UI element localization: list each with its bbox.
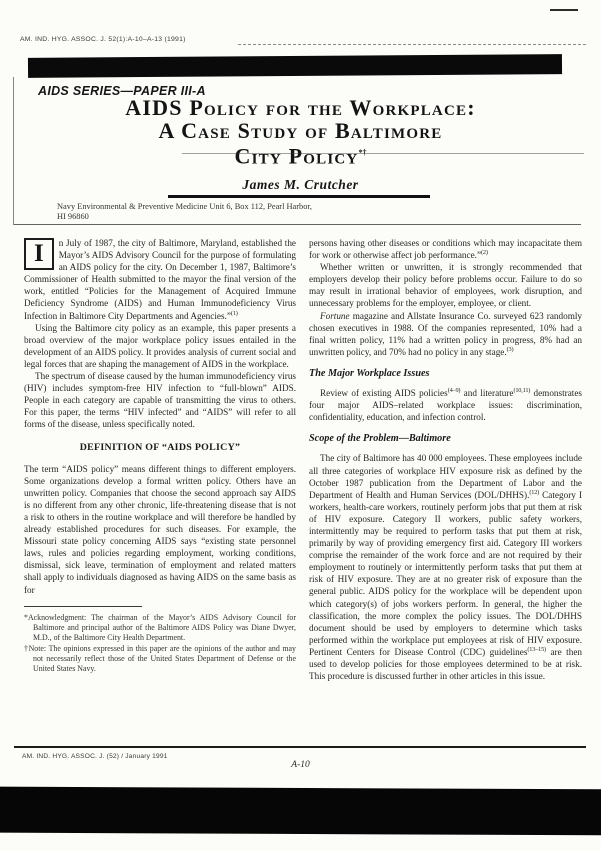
series-label: AIDS SERIES—PAPER III-A — [38, 84, 206, 98]
bottom-black-band — [0, 787, 601, 836]
right-column — [309, 237, 582, 682]
affiliation-line-2: HI 96860 — [57, 212, 89, 222]
drop-cap: I — [24, 238, 54, 270]
reference-mark: (1) — [230, 309, 238, 317]
journal-citation-top: AM. IND. HYG. ASSOC. J. 52(1):A-10–A-13 (1991) — [20, 36, 186, 43]
reference-mark: (4–9) — [447, 386, 461, 394]
scan-artifact-line — [238, 44, 586, 45]
reference-mark: (10,11) — [513, 386, 531, 394]
author-name: James M. Crutcher — [242, 177, 359, 192]
author-affiliation — [57, 202, 477, 223]
article-body — [24, 237, 582, 682]
title-line-1: AIDS Policy for the Workplace: — [125, 95, 476, 120]
title-line-2: A Case Study of Baltimore — [158, 117, 443, 143]
paragraph-intro: I n July of 1987, the city of Baltimore, Maryland, established the Mayor’s AIDS Advisory Council for the purpose of formulating an AIDS policy for the city. On December 1, 1987, Baltimore’s Commissioner of Health submitted to the mayor the final version of the work, entitled “Policies for the Management of Acquired Immune Deficiency Syndrome (AIDS) and Human Immunodeficiency Virus Infection in Baltimore City Departments and Agencies.”$^{(1)}$ — [24, 238, 296, 321]
author-underline-rule — [168, 195, 430, 198]
title-footnote-marks: *† — [358, 148, 367, 157]
article-title — [0, 97, 601, 168]
reference-mark: (2) — [481, 249, 488, 257]
title-line-3: City Policy*† — [234, 143, 367, 169]
top-black-band — [28, 54, 562, 78]
paragraph-spectrum: The spectrum of disease caused by the human immunodeficiency virus (HIV) includes symptom-free HIV infection to “full-blown” AIDS. People in each category are capable of transmitting the virus to others. For this paper, the terms “HIV infected” and “AIDS” will refer to all forms of the disease, unless specifically noted. — [24, 371, 296, 430]
header-bottom-rule — [14, 224, 581, 225]
paragraph-recommendation: Whether written or unwritten, it is strongly recommended that employers develop their policy before problems occur. Failure to do so may result in irrational behavior of employees, work disruption, and unnecessary problems for the employer, employee, or client. — [309, 262, 582, 309]
paragraph-definition: The term “AIDS policy” means different things to different employers. Some organizations develop a formal written policy. Others have an unwritten policy. Companies that choose the second approach say AIDS is no different from any other chronic, life-threatening disease that is not a risk to others in the routine workplace and will therefore be handled by already established procedures for such diseases. For example, the Missouri state policy concerning AIDS says “existing state personnel laws, rules and policies regarding employment, working conditions, dismissal, sick leave, termination of employment and related matters shall apply to individuals diagnosed as having AIDS on the same basis as for — [24, 463, 296, 595]
scan-artifact-underline — [182, 153, 584, 154]
reference-mark: (12) — [529, 488, 540, 496]
reference-mark: (13–15) — [527, 645, 546, 653]
footnote-acknowledgment: *Acknowledgment: The chairman of the Mayor’s AIDS Advisory Council for Baltimore and principal author of the Baltimore AIDS Policy was Diane Dwyer, M.D., of the Baltimore City Health Department. — [24, 612, 296, 643]
footnote-separator-rule — [24, 606, 142, 607]
reference-mark: (3) — [506, 345, 514, 353]
paragraph-continuation: persons having other diseases or conditions which may incapacitate them for work or otherwise affect job performance.”$^{(2)}$ — [309, 238, 582, 261]
scan-artifact-dash — [550, 9, 578, 11]
subheading-major-workplace-issues: The Major Workplace Issues — [309, 367, 430, 379]
fortune-italic: Fortune — [320, 310, 350, 321]
affiliation-line-1: Navy Environmental & Preventive Medicine Unit 6, Box 112, Pearl Harbor, — [57, 202, 312, 211]
paragraph-scope-baltimore: The city of Baltimore has 40 000 employees. These employees include all three categories of workplace HIV exposure risk as defined by the October 1987 publication from the Department of Labor and the Department of Health and Human Services (DOL/DHHS).$^{(12)}$ Category I workers, health-care workers, routinely perform jobs that put them at risk of HIV exposure. Category II workers, public safety workers, intermittently may be required to perform tasks that put them at risk, primarily by way of providing emergency first aid. Category III workers comprise the remainder of the work force and are not required by their employment to routinely or intermittently perform tasks that put them at risk of HIV exposure. They are at no greater risk of exposure than the general public. AIDS policy for the workplace will be dependent upon which category(s) of jobs workers perform. In general, the higher the classification, the more complex the policy issues. The DOL/DHHS document should be used by employers to determine which tasks performed within the workplace put employees at risk of HIV exposure. Pertinent Centers for Disease Control (CDC) guidelines$^{(13-15)}$ are then used to develop policies for those employees determined to be at risk. This procedure is discussed further in other articles in this issue. — [309, 453, 582, 682]
section-heading-definition: DEFINITION OF “AIDS POLICY” — [79, 441, 241, 453]
left-column — [24, 237, 296, 682]
page-number: A-10 — [291, 760, 310, 770]
paragraph-review: Review of existing AIDS policies$^{(4-9)}$ and literature$^{(10,11)}$ demonstrates four major AIDS–related workplace issues: discrimination, confidentiality, education, and infection control. — [309, 386, 582, 423]
paragraph-fortune-survey: Fortune magazine and Allstate Insurance Co. surveyed 623 randomly chosen executives in 1988. Of the companies represented, 10% had a final written policy, 11% had a written policy in progress, 8% had an unwritten policy, and 70% had no policy in any stage.$^{(3)}$ — [309, 310, 582, 357]
footer-rule — [14, 746, 586, 748]
paragraph-overview: Using the Baltimore city policy as an example, this paper presents a broad overview of the major workplace policy issues entailed in the development of an AIDS policy. It provides analysis of current social and legal forces that are shaping the management of AIDS in the workplace. — [24, 322, 296, 369]
subheading-scope-of-problem: Scope of the Problem—Baltimore — [309, 433, 451, 445]
footnote-disclaimer: †Note: The opinions expressed in this paper are the opinions of the author and may not necessarily reflect those of the United States Department of Defense or the United States Navy. — [24, 643, 296, 674]
footer-journal-citation: AM. IND. HYG. ASSOC. J. (52) / January 1991 — [22, 753, 168, 760]
